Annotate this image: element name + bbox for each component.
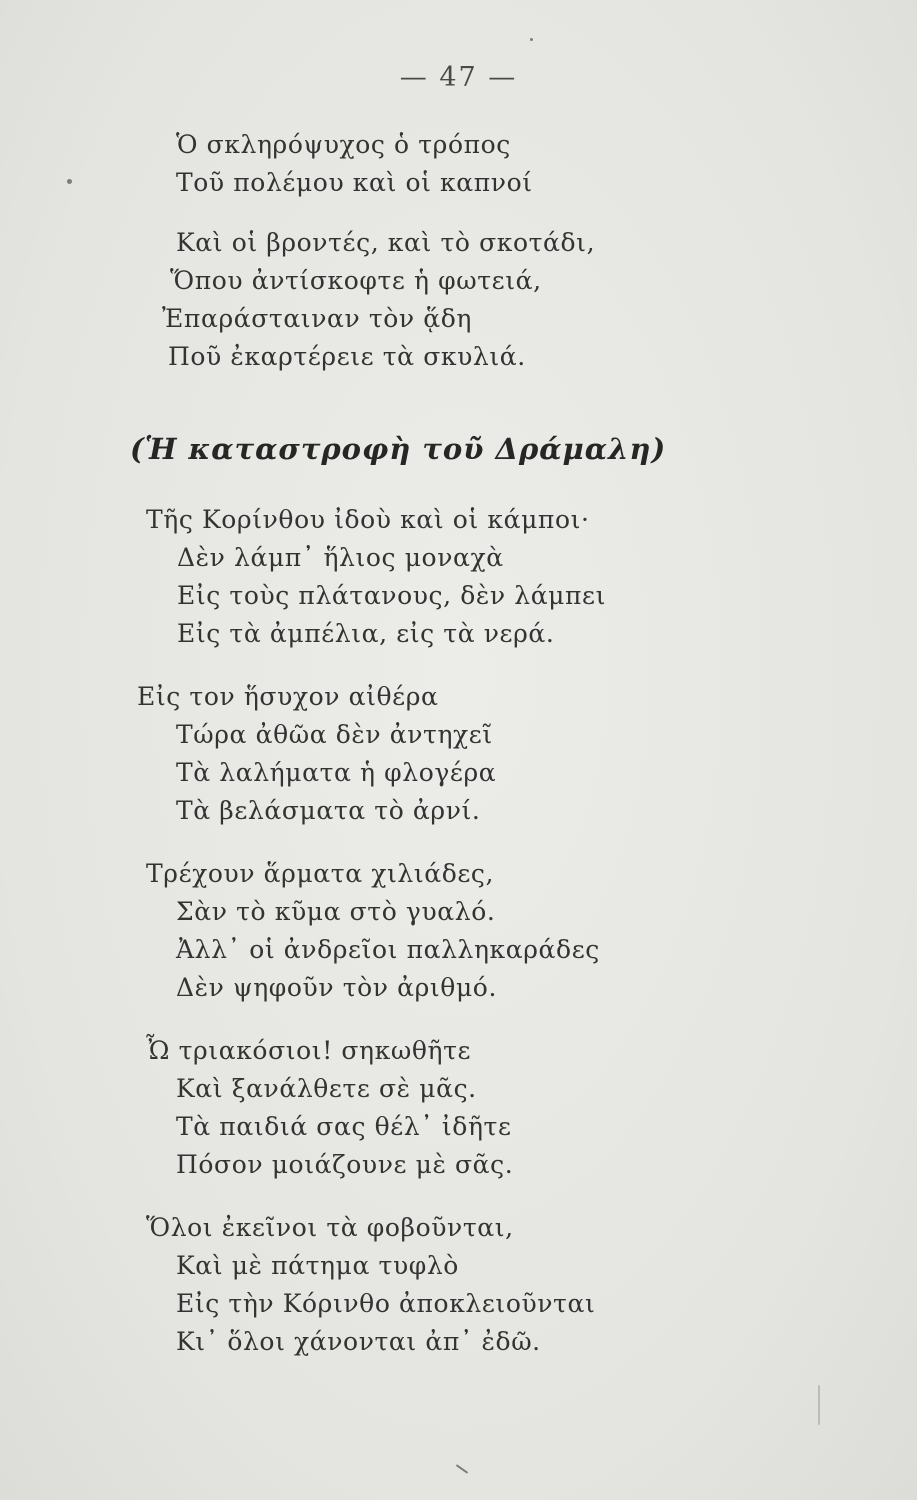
poem-line: Τώρα ἀθῶα δὲν ἀντηχεῖ xyxy=(176,720,493,749)
poem-line: Καὶ ξανάλθετε σὲ μᾶς. xyxy=(176,1074,477,1103)
scan-speck xyxy=(456,1464,469,1474)
poem-line: Ἐπαράσταιναν τὸν ᾅδη xyxy=(162,304,472,333)
poem-line: Πόσον μοιάζουνε μὲ σᾶς. xyxy=(176,1150,514,1179)
poem-line: Τῆς Κορίνθου ἰδοὺ καὶ οἱ κάμποι· xyxy=(146,505,590,534)
poem-line: Δὲν ψηφοῦν τὸν ἀριθμό. xyxy=(176,973,498,1002)
poem-line: Τρέχουν ἅρματα χιλιάδες, xyxy=(146,859,495,888)
poem-line: Καὶ μὲ πάτημα τυφλὸ xyxy=(176,1251,459,1280)
scan-speck xyxy=(530,38,533,41)
poem-line: Ὁ σκληρόψυχος ὁ τρόπος xyxy=(176,130,511,159)
poem-line: Τοῦ πολέμου καὶ οἱ καπνοί xyxy=(176,168,533,197)
poem-line: Εἰς τὴν Κόρινθο ἀποκλειοῦνται xyxy=(176,1289,596,1318)
poem-line: Ἀλλ᾿ οἱ ἀνδρεῖοι παλληκαράδες xyxy=(176,935,600,964)
poem-line: Τὰ βελάσματα τὸ ἀρνί. xyxy=(176,796,481,825)
poem-line: Ὦ τριακόσιοι! σηκωθῆτε xyxy=(146,1036,472,1065)
poem-line: Ὅλοι ἐκεῖνοι τὰ φοβοῦνται, xyxy=(146,1213,514,1242)
poem-line: Ὅπου ἀντίσκοφτε ἡ φωτειά, xyxy=(170,266,542,295)
poem-line: Εἰς τοὺς πλάτανους, δὲν λάμπει xyxy=(177,581,607,610)
poem-line: Τὰ λαλήματα ἡ φλογέρα xyxy=(176,758,497,787)
poem-line: Καὶ οἱ βροντές, καὶ τὸ σκοτάδι, xyxy=(176,228,596,257)
poem-line: Τὰ παιδιά σας θέλ᾿ ἰδῆτε xyxy=(176,1112,512,1141)
poem-line: Ποῦ ἐκαρτέρειε τὰ σκυλιά. xyxy=(168,342,526,371)
poem-line: Εἰς τον ἥσυχον αἰθέρα xyxy=(137,682,439,711)
scan-speck xyxy=(67,179,72,184)
poem-line: Σὰν τὸ κῦμα στὸ γυαλό. xyxy=(176,897,496,926)
poem-line: Δὲν λάμπ᾿ ἥλιος μοναχὰ xyxy=(177,543,504,572)
scan-speck xyxy=(818,1385,820,1425)
poem-line: Κι᾿ ὅλοι χάνονται ἀπ᾿ ἐδῶ. xyxy=(176,1327,541,1356)
page-number: — 47 — xyxy=(399,62,518,93)
section-heading: (Ἡ καταστροφὴ τοῦ Δράμαλη) xyxy=(130,432,667,466)
poem-line: Εἰς τὰ ἀμπέλια, εἰς τὰ νερά. xyxy=(177,619,555,648)
